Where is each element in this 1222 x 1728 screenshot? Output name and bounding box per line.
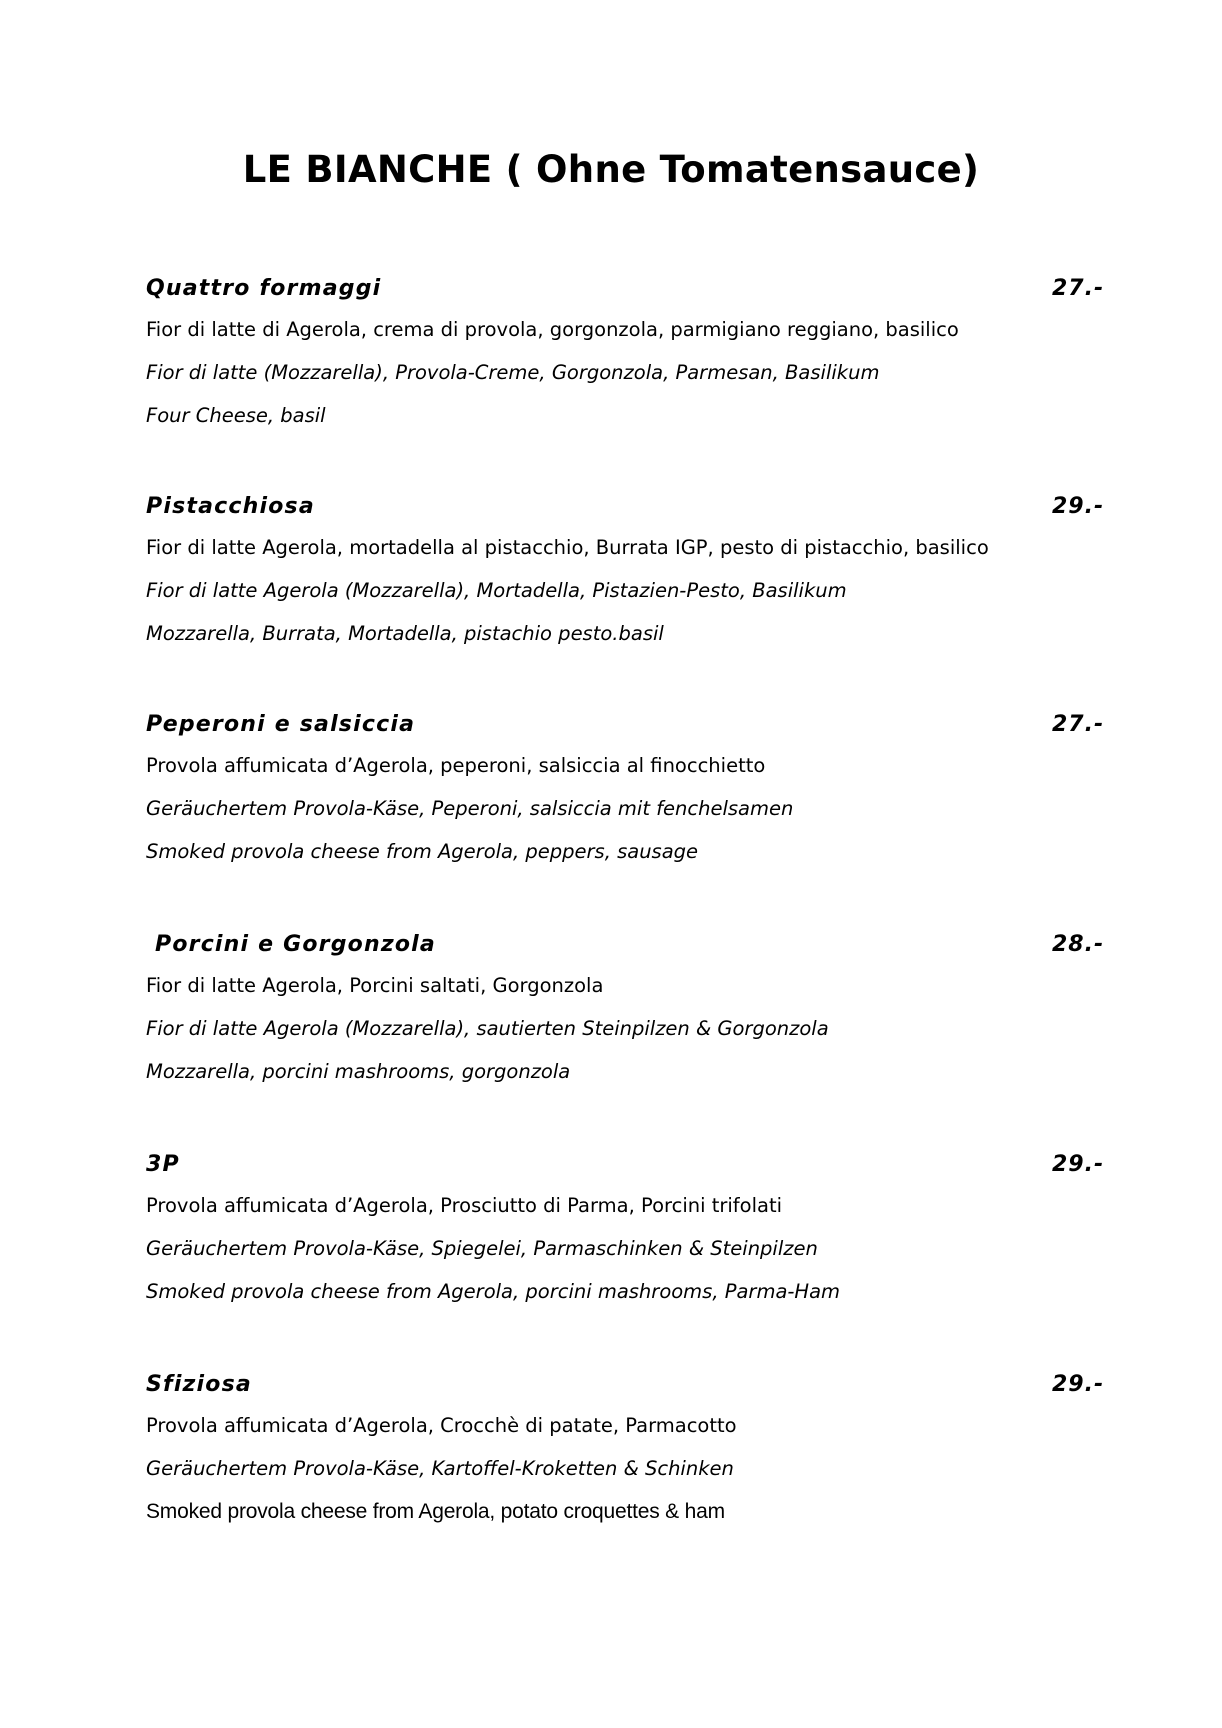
description-italian: Provola affumicata d’Agerola, Prosciutto di Parma, Porcini trifolati (146, 1194, 783, 1217)
description-italian: Fior di latte Agerola, Porcini saltati, Gorgonzola (146, 974, 604, 997)
description-german: Geräuchertem Provola-Käse, Peperoni, salsiccia mit fenchelsamen (146, 797, 794, 820)
description-english: Smoked provola cheese from Agerola, porcini mashrooms, Parma-Ham (146, 1280, 841, 1303)
item-name: Quattro formaggi (146, 276, 382, 301)
description-italian: Fior di latte Agerola, mortadella al pistacchio, Burrata IGP, pesto di pistacchio, basilico (146, 536, 989, 559)
description-english: Smoked provola cheese from Agerola, peppers, sausage (146, 840, 699, 863)
description-english: Mozzarella, Burrata, Mortadella, pistachio pesto.basil (146, 622, 664, 645)
description-german: Fior di latte Agerola (Mozzarella), sautierten Steinpilzen & Gorgonzola (146, 1017, 829, 1040)
item-price: 27.- (1052, 276, 1105, 301)
item-name: Sfiziosa (146, 1372, 252, 1397)
page-title: LE BIANCHE ( Ohne Tomatensauce) (242, 148, 980, 191)
item-name: Porcini e Gorgonzola (155, 932, 436, 957)
item-price: 29.- (1052, 1152, 1105, 1177)
item-price: 27.- (1052, 712, 1105, 737)
item-name: 3P (146, 1152, 180, 1177)
item-price: 29.- (1052, 1372, 1105, 1397)
description-german: Fior di latte Agerola (Mozzarella), Mortadella, Pistazien-Pesto, Basilikum (146, 579, 847, 602)
item-price: 29.- (1052, 494, 1105, 519)
description-italian: Provola affumicata d’Agerola, Crocchè di patate, Parmacotto (146, 1414, 737, 1437)
item-price: 28.- (1052, 932, 1105, 957)
description-german: Geräuchertem Provola-Käse, Spiegelei, Parmaschinken & Steinpilzen (146, 1237, 818, 1260)
description-english: Mozzarella, porcini mashrooms, gorgonzola (146, 1060, 571, 1083)
description-english: Four Cheese, basil (146, 404, 326, 427)
item-name: Pistacchiosa (146, 494, 315, 519)
item-name: Peperoni e salsiccia (146, 712, 416, 737)
description-english: Smoked provola cheese from Agerola, potato croquettes & ham (146, 1500, 725, 1523)
description-italian: Fior di latte di Agerola, crema di provola, gorgonzola, parmigiano reggiano, basilico (146, 318, 959, 341)
description-italian: Provola affumicata d’Agerola, peperoni, salsiccia al finocchietto (146, 754, 766, 777)
description-german: Geräuchertem Provola-Käse, Kartoffel-Kroketten & Schinken (146, 1457, 734, 1480)
description-german: Fior di latte (Mozzarella), Provola-Creme, Gorgonzola, Parmesan, Basilikum (146, 361, 880, 384)
